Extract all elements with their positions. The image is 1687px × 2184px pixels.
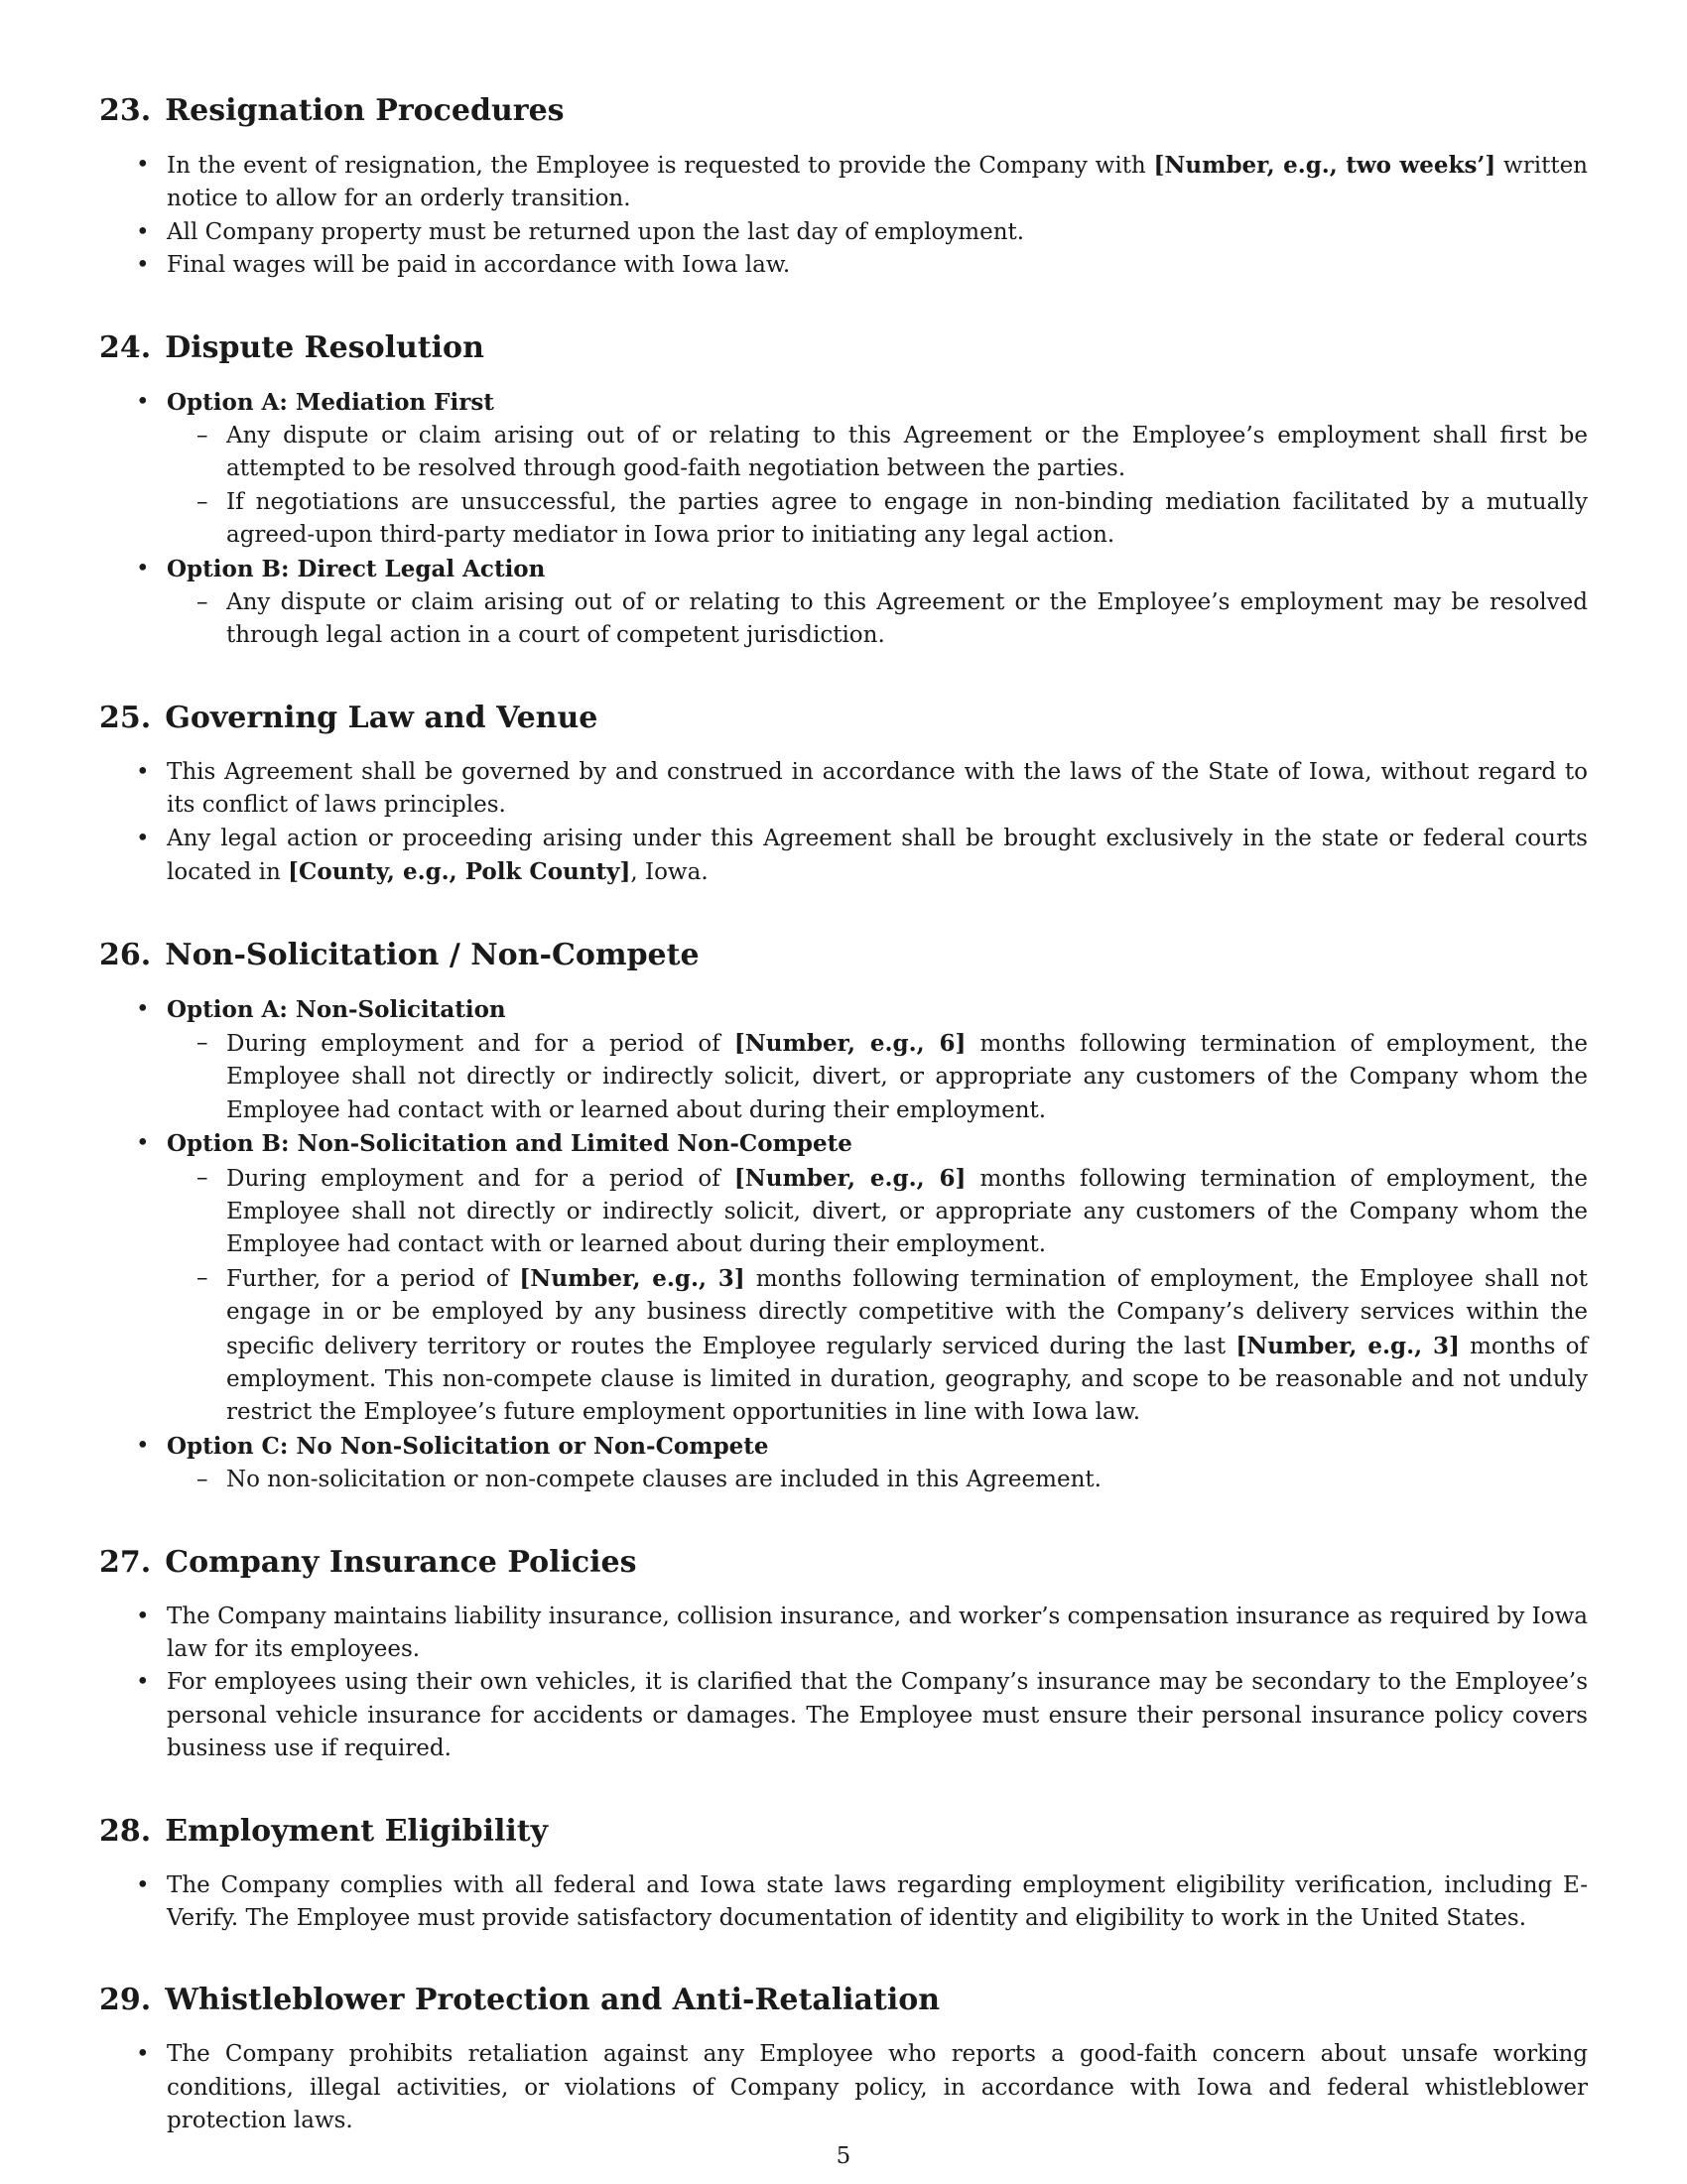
option-label: Option B: Non-Solicitation and Limited Non-Compete: [167, 1130, 852, 1158]
sub-item: [167, 1027, 1588, 1127]
sub-item-text: No non-solicitation or non-compete clauses are included in this Agreement.: [226, 1467, 1102, 1493]
bullet-icon: •: [136, 1669, 150, 1696]
section-title: Governing Law and Venue: [165, 700, 598, 735]
section-non-solicitation: [99, 936, 1588, 1497]
sub-item-text: If negotiations are unsuccessful, the parties agree to engage in non-binding mediation facilitated by a mutually agreed-upon third-party mediator in Iowa prior to initiating any legal action.: [226, 488, 1588, 549]
item-text: , Iowa.: [630, 859, 709, 886]
section-title: Employment Eligibility: [165, 1813, 549, 1849]
dash-icon: –: [196, 1164, 208, 1191]
bullet-icon: •: [136, 252, 150, 279]
section-number: 24.: [99, 329, 152, 365]
bullet-icon: •: [136, 2041, 150, 2068]
item-text: This Agreement shall be governed by and construed in accordance with the laws of the State of Iowa, without regard to its conflict of laws principles.: [167, 758, 1588, 819]
sub-item-text: During employment and for a period of: [226, 1165, 734, 1192]
section-number: 23.: [99, 93, 152, 128]
sub-item: [167, 586, 1588, 653]
bullet-icon: •: [136, 1130, 150, 1157]
section-governing-law: [99, 699, 1588, 890]
bullet-icon: •: [136, 825, 150, 851]
sub-item: [167, 420, 1588, 486]
option-item: [99, 1430, 1588, 1497]
sub-item-text: Any dispute or claim arising out of or relating to this Agreement or the Employee’s employment shall first be attempted to be resolved through good-faith negotiation between the parties.: [226, 423, 1588, 482]
section-number: 29.: [99, 1983, 152, 2018]
sub-item-text: months following termination of employment, the Employee shall not engage in or be employed by any business directly competitive with the Company’s delivery services within the specific delivery territory or routes the Employee regularly serviced during the last: [226, 1265, 1588, 1359]
bullet-icon: •: [136, 218, 150, 245]
section-heading: [99, 1812, 1588, 1852]
option-item: [99, 553, 1588, 653]
bullet-icon: •: [136, 388, 150, 415]
bullet-icon: •: [136, 1432, 150, 1459]
list-item: [99, 149, 1588, 216]
sub-item: [167, 486, 1588, 553]
sub-item-text: Further, for a period of: [226, 1265, 520, 1292]
list-item: [99, 2038, 1588, 2137]
placeholder-text: [Number, e.g., 6]: [733, 1164, 967, 1192]
option-item: [99, 993, 1588, 1128]
section-heading: [99, 1543, 1588, 1583]
item-text: Any legal action or proceeding arising under this Agreement shall be brought exclusively in the state or federal courts located in: [167, 825, 1588, 886]
item-text: written notice to allow for an orderly transition.: [167, 153, 1588, 212]
dash-icon: –: [196, 423, 208, 450]
section-heading: [99, 936, 1588, 975]
option-item: [99, 1127, 1588, 1430]
item-text: The Company prohibits retaliation against any Employee who reports a good-faith concern about unsafe working conditions, illegal activities, or violations of Company policy, in accordance with Iowa and federal whistleblower protection laws.: [167, 2041, 1588, 2134]
option-label: Option A: Mediation First: [167, 388, 494, 416]
sub-item-text: Any dispute or claim arising out of or relating to this Agreement or the Employee’s employment may be resolved through legal action in a court of competent jurisdiction.: [226, 589, 1588, 649]
sub-item: [167, 1262, 1588, 1430]
sub-item-text: months following termination of employment, the Employee shall not directly or indirectly solicit, divert, or appropriate any customers of the Company whom the Employee had contact with or learned about during their employment.: [226, 1030, 1588, 1123]
placeholder-text: [County, e.g., Polk County]: [288, 858, 631, 886]
dash-icon: –: [196, 1264, 208, 1291]
section-heading: [99, 91, 1588, 131]
list-item: [99, 756, 1588, 823]
dash-icon: –: [196, 488, 208, 515]
item-text: The Company complies with all federal and Iowa state laws regarding employment eligibility verification, including E-Verify. The Employee must provide satisfactory documentation of identity and eligibility to work in the United States.: [167, 1871, 1588, 1932]
item-text: In the event of resignation, the Employee is requested to provide the Company with: [167, 153, 1154, 179]
page-number: 5: [836, 2143, 851, 2169]
option-item: [99, 386, 1588, 553]
item-text: All Company property must be returned upon the last day of employment.: [167, 218, 1025, 245]
list-item: [99, 1601, 1588, 1667]
item-text: For employees using their own vehicles, it is clarified that the Company’s insurance may be secondary to the Employee’s personal vehicle insurance for accidents or damages. The Employee must ensure their personal insurance policy covers business use if required.: [167, 1669, 1588, 1762]
section-heading: [99, 699, 1588, 738]
section-number: 25.: [99, 700, 152, 735]
bullet-icon: •: [136, 1603, 150, 1629]
placeholder-text: [Number, e.g., 6]: [733, 1029, 967, 1057]
bullet-icon: •: [136, 758, 150, 785]
placeholder-text: [Number, e.g., 3]: [1235, 1332, 1460, 1359]
bullet-icon: •: [136, 152, 150, 178]
dash-icon: –: [196, 1029, 208, 1056]
list-item: [99, 1666, 1588, 1765]
section-whistleblower: [99, 1981, 1588, 2137]
option-label: Option C: No Non-Solicitation or Non-Compete: [167, 1432, 769, 1460]
placeholder-text: [Number, e.g., 3]: [519, 1264, 745, 1292]
list-item: [99, 1869, 1588, 1936]
section-number: 26.: [99, 937, 152, 972]
section-heading: [99, 1981, 1588, 2020]
item-text: Final wages will be paid in accordance with Iowa law.: [167, 252, 791, 279]
bullet-icon: •: [136, 995, 150, 1022]
section-heading: [99, 328, 1588, 368]
list-item: [99, 249, 1588, 282]
sub-item-text: During employment and for a period of: [226, 1030, 734, 1057]
section-title: Company Insurance Policies: [165, 1544, 637, 1580]
section-dispute-resolution: [99, 328, 1588, 653]
sub-item-text: months of employment. This non-compete clause is limited in duration, geography, and scope to be reasonable and not unduly restrict the Employee’s future employment opportunities in line with Iowa law.: [226, 1333, 1588, 1426]
option-label: Option B: Direct Legal Action: [167, 555, 546, 582]
section-employment-eligibility: [99, 1812, 1588, 1936]
option-label: Option A: Non-Solicitation: [167, 995, 506, 1023]
dash-icon: –: [196, 589, 208, 616]
section-company-insurance: [99, 1543, 1588, 1766]
dash-icon: –: [196, 1467, 208, 1493]
sub-item: [167, 1464, 1588, 1496]
list-item: [99, 216, 1588, 249]
item-text: The Company maintains liability insurance, collision insurance, and worker’s compensation insurance as required by Iowa law for its employees.: [167, 1603, 1588, 1662]
bullet-icon: •: [136, 1871, 150, 1898]
section-title: Whistleblower Protection and Anti-Retaliation: [165, 1983, 941, 2018]
sub-item: [167, 1162, 1588, 1262]
section-resignation-procedures: [99, 91, 1588, 283]
placeholder-text: [Number, e.g., two weeks’]: [1153, 152, 1496, 179]
section-title: Dispute Resolution: [165, 329, 484, 365]
document-page: [99, 91, 1588, 2184]
section-title: Non-Solicitation / Non-Compete: [165, 937, 700, 972]
section-number: 28.: [99, 1813, 152, 1849]
sub-item-text: months following termination of employment, the Employee shall not directly or indirectly solicit, divert, or appropriate any customers of the Company whom the Employee had contact with or learned about during their employment.: [226, 1165, 1588, 1258]
list-item: [99, 823, 1588, 890]
section-title: Resignation Procedures: [165, 93, 565, 128]
bullet-icon: •: [136, 555, 150, 581]
section-number: 27.: [99, 1544, 152, 1580]
